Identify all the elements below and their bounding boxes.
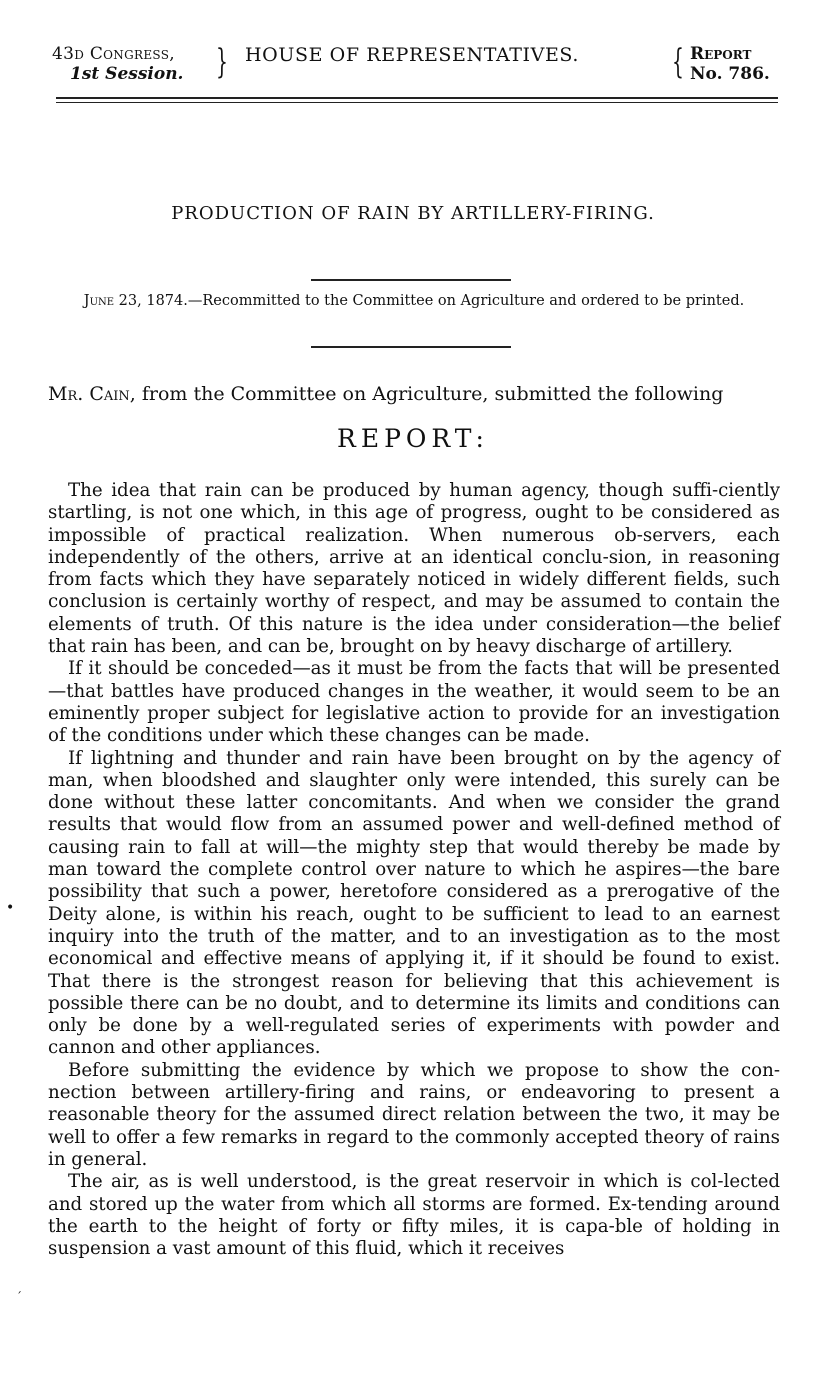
document-title: PRODUCTION OF RAIN BY ARTILLERY-FIRING. [171,203,655,224]
submitted-text: from the Committee on Agriculture, submitted the following [135,383,724,405]
margin-tick-mark: ˊ [16,1290,22,1304]
paragraph: If lightning and thunder and rain have been brought on by the agency of man, when bloodshed and slaughter only were intended, this surely can be done without these latter concomitants. And when we consider the grand results that would flow from an assumed power and well-defined method of causing rain to fall at will—the mighty step that would thereby be made by man toward the complete control over nature to which he aspires—the bare possibility that such a power, heretofore considered as a prerogative of the Deity alone, is within his reach, ought to be sufficient to lead to an earnest inquiry into the truth of the matter, and to an investigation as to the most economical and effective means of applying it, if it should be found to exist. That there is the strongest reason for believing that this achievement is possible there can be no doubt, and to determine its limits and conditions can only be done by a well-regulated series of experiments with powder and cannon and other appliances. [48,747,780,1059]
submitted-line [48,382,780,406]
header-rule-bottom [56,102,778,103]
date-line-text: —Recommitted to the Committee on Agriculture and ordered to be printed. [187,293,745,309]
submitter-name: Mr. Cain, [48,383,136,405]
title-rule-upper [311,279,511,281]
date-line [50,292,778,310]
header-rule-top [56,97,778,99]
title-rule-lower [311,346,511,348]
chamber-heading: HOUSE OF REPRESENTATIVES. [245,44,579,66]
margin-dot-mark: • [6,900,15,916]
session-label: 1st Session. [70,64,184,84]
report-number: No. 786. [690,64,770,84]
report-body [48,480,780,1260]
date-text: June 23, 1874. [83,293,188,309]
paragraph: Before submitting the evidence by which we propose to show the con-nection between artillery-firing and rains, or endeavoring to present a reasonable theory for the assumed direct relation between the two, it may be well to offer a few remarks in regard to the commonly accepted theory of rains in general. [48,1059,780,1170]
right-brace: { [672,42,684,82]
left-brace: } [216,42,228,82]
paragraph: The idea that rain can be produced by human agency, though suffi-ciently startling, is not one which, in this age of progress, ought to be considered as impossible of practical realization. When numerous ob-servers, each independently of the others, arrive at an identical conclu-sion, in reasoning from facts which they have separately noticed in widely different fields, such conclusion is certainly worthy of respect, and may be assumed to contain the elements of truth. Of this nature is the idea under consideration—the belief that rain has been, and can be, brought on by heavy discharge of artillery. [48,480,780,658]
report-heading: REPORT: [337,424,489,453]
congress-label: 43d Congress, [52,44,175,64]
report-label: Report [690,44,752,64]
congress-session-block [52,44,232,84]
paragraph: The air, as is well understood, is the great reservoir in which is col-lected and stored up the water from which all storms are formed. Ex-tending around the earth to the height of forty or fifty miles, it is capa-ble of holding in suspension a vast amount of this fluid, which it receives [48,1171,780,1260]
report-number-block [690,44,800,84]
paragraph: If it should be conceded—as it must be from the facts that will be presented—that battles have produced changes in the weather, it would seem to be an eminently proper subject for legislative action to provide for an investigation of the conditions under which these changes can be made. [48,658,780,747]
